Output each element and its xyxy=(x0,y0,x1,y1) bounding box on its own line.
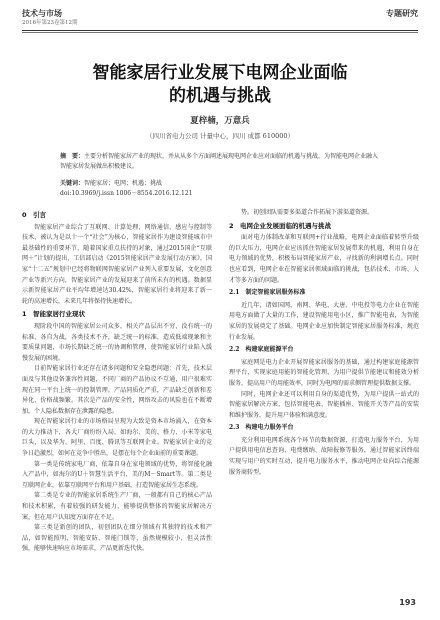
paragraph: 第三类是新创的团队，初创团队在细分领域有其独特的技术和产品，如智能照明、智能安防、智能门锁等，虽然规模较小，但灵活性强，能够快速响应市场需求，产品更新迭代快。 xyxy=(22,524,212,553)
page-number: 193 xyxy=(399,598,416,607)
doi: doi:10.3969/j.issn 1006－8554.2016.12.121 xyxy=(60,190,193,197)
right-column xyxy=(229,208,419,478)
abstract-text: 主要分析智能家居产业的现状，并从从多个方面阐述展现电网企业应对面临的机遇与挑战，为智能电网企业融入智能家居发展做出积极建议。 xyxy=(60,153,379,170)
journal-name: 技术与市场 xyxy=(22,9,62,18)
paragraph: 面对电力体制改革和互联网+行业战略，电网企业面临着转型升级的巨大压力，电网企业应该抓住智能家居发展带来的机遇，利用自身在电力领域的优势，积极布局智能家居产业，寻找新的利润增长点。同时也应看到，电网企业在智能家居领域面临的挑战，包括技术、市场、人才等多方面的问题。 xyxy=(229,234,419,284)
section-heading: 2 电网企业发展面临的机遇与挑战 xyxy=(229,221,332,230)
paragraph: 同时，电网企业还可以利用自身的渠道优势，为用户提供一站式的智能家居解决方案，包括智能电表、智能插座、智能开关等产品的安装和维护服务，提升用户体验和满意度。 xyxy=(229,390,419,419)
keywords-label: 关键词： xyxy=(60,180,85,187)
section-heading: 2.1 制定智能家居服务标准 xyxy=(229,289,306,297)
paragraph: 现在智能家居行业的市场格局呈现为大致是资本市场涌入，在资本的大力推动下，各大厂商纷纷入局，如海尔、美的、格力、小米等家电巨头，以及华为、阿里、百度、腾讯等互联网企业。智能家居企业的竞争日趋激烈，如何在竞争中胜出，是摆在每个企业面前的重要课题。 xyxy=(22,418,212,458)
abstract-label: 摘 要： xyxy=(60,153,85,160)
article-title xyxy=(0,62,440,108)
paragraph: 目前智能家居行业还存在诸多问题和安全隐患问题：首先，技术层面及与其他设备兼容性问题，不同厂商的产品协议不互通，用户很难实现在同一平台上统一的控制管理。产品同质化严重，产品缺乏创新和差异化，价格战频繁。其次是产品的安全性，网络攻击的风险也在不断增加，个人隐私数据存在泄露的隐患。 xyxy=(22,365,212,415)
running-header xyxy=(22,8,418,26)
paragraph: 近几年，诸如国网、南网、华电、大唐、中电投等电力企业在智能用电方面做了大量的工作，建设智能用电小区，推广智能电表，为智能家居的发展奠定了基础。电网企业应加快制定智能家居服务标准，规范行业发展。 xyxy=(229,301,419,341)
paragraph: 第一类是传统家电厂商，依靠自身在家电领域的优势，将智能化融入产品中，如海尔的U＋智慧生活平台，美的M－Smart等。第二类是互联网企业，依靠互联网平台和用户基础，打造智能家居生态系统。 xyxy=(22,460,212,489)
affiliation: （四川省电力公司 计量中心，四川 成都 610000） xyxy=(145,132,294,140)
column-name: 专题研究 xyxy=(386,9,418,18)
abstract xyxy=(60,152,380,172)
issue-date: 2016年第23卷第12期 xyxy=(22,20,78,26)
title-line-1: 智能家居行业发展下电网企业面临 xyxy=(92,63,348,83)
paragraph: 现阶段中国的智能家居公司众多，相关产品层出不穷，没有统一的标准，各自为战，各类技术不齐，缺乏统一的标准，造成低端现象和主要质量问题，市场长期缺乏统一的协调和管理，使智能家居行业陷入缓慢发展的困境。 xyxy=(22,322,212,362)
paragraph: 家庭网是电力企业开展智能家居服务的基础，通过构建家庭能源管理平台，实现家庭用能的智能化管理，为用户提供节能建议和能效分析服务，提高用户的用能效率，同时为电网的需求侧管理提供数据支撑。 xyxy=(229,358,419,387)
section-heading: 1 智能家居行业现状 xyxy=(22,310,86,319)
title-line-2: 的机遇与挑战 xyxy=(169,86,271,106)
paragraph: 势。初创团队需要多渠道合作拓展下游渠道资源。 xyxy=(241,209,374,216)
keywords xyxy=(60,178,380,187)
left-column xyxy=(22,208,212,555)
paragraph: 充分利用电网系统各个环节的数据资源，打造电力服务平台，为用户提供用电信息查询、电费缴纳、故障报修等服务，通过智能家居终端实现与用户的实时互动，提升电力服务水平，推动电网企业向综合能源服务商转型。 xyxy=(229,436,419,476)
paragraph: 智能家居产业综合了互联网、计算处理、网络通信、感应与控制等技术，被认为是以十一个“社会”为核心，智能家居作为建设智能城市中最基础性的重要环节，随着国家重点扶持的对象，通过2015国企“互联网＋”计划的提出，工信部启动《2015智能家居产业发展行动方案》，国家“十二五”规划中已经将物联网智能家居产业列入重要发展，文化创意产业等新兴方向，智能家居产业的发展迎来了前所未有的机遇。数据显示新智能家居产业平均年增速达30.42%，智能家居行业将迎来了新一轮的高速增长，未来几年将保持快速增长。 xyxy=(22,223,212,305)
paragraph: 第二类是专业的智能家居系统生产厂商，一般都有自己的核心产品和技术积累，有着较强的研发能力，能够提供整体的智能家居解决方案，但在用户认知度方面存在不足。 xyxy=(22,492,212,521)
section-heading: 2.2 构建家庭能源平台 xyxy=(229,346,294,354)
header-rule xyxy=(22,30,418,31)
header-rule-thin xyxy=(22,32,418,33)
section-heading: 0 引言 xyxy=(22,211,47,219)
authors: 夏梓楠，万意兵 xyxy=(190,116,250,126)
keywords-text: 智能家居；电网；机遇；挑战 xyxy=(84,180,163,187)
section-heading: 2.3 构建电力服务平台 xyxy=(229,424,294,432)
